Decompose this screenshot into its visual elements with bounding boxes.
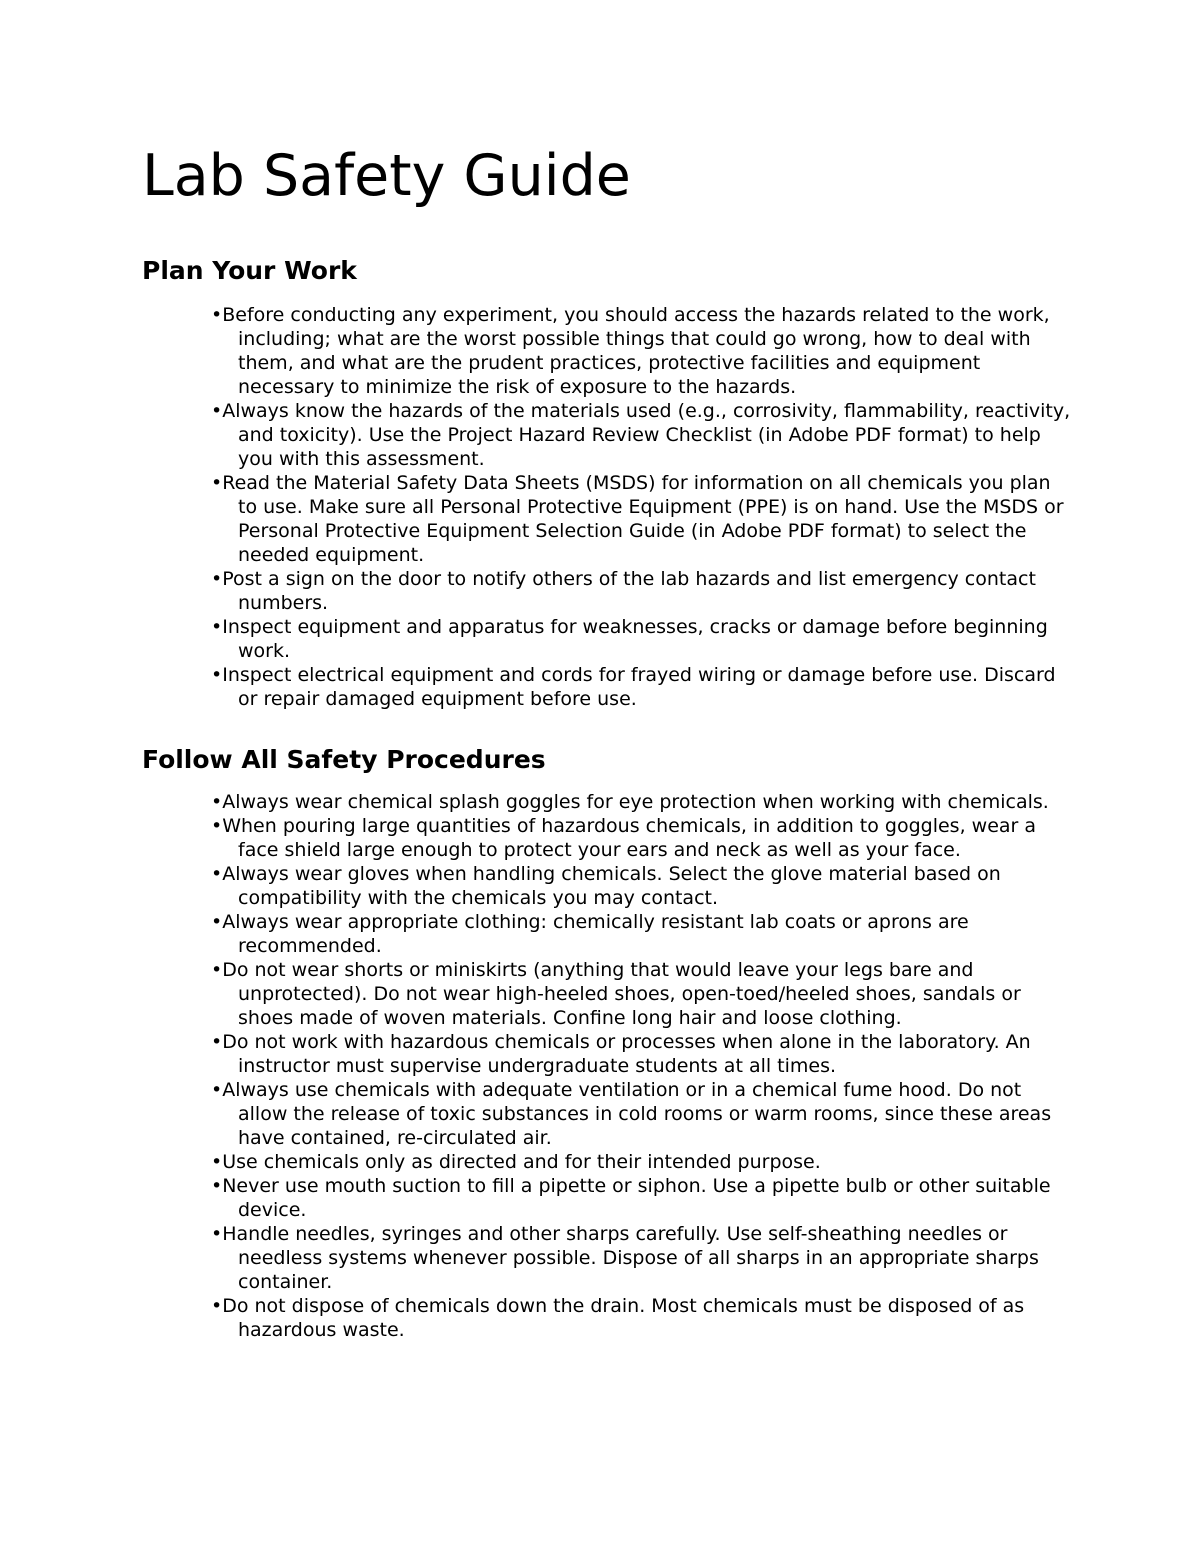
- bullet-icon: •: [211, 616, 223, 638]
- list-item: [142, 1078, 1072, 1150]
- list-item: [142, 303, 1072, 399]
- list-item-text: Always wear chemical splash goggles for eye protection when working with chemicals.: [222, 791, 1049, 813]
- bullet-icon: •: [211, 472, 223, 494]
- bullet-icon: •: [211, 959, 223, 981]
- list-item: [142, 1294, 1072, 1342]
- bullet-icon: •: [211, 1295, 223, 1317]
- list-item-text: Always know the hazards of the materials used (e.g., corrosivity, flammability, reactivity, and toxicity). Use the Project Hazard Review Checklist (in Adobe PDF format) to help you with this assessment.: [222, 400, 1071, 470]
- bullet-icon: •: [211, 400, 223, 422]
- list-item-text: Read the Material Safety Data Sheets (MSDS) for information on all chemicals you plan to use. Make sure all Personal Protective Equipment (PPE) is on hand. Use the MSDS or Personal Protective Equipment Selection Guide (in Adobe PDF format) to select the needed equipment.: [222, 472, 1064, 566]
- bullet-icon: •: [211, 1079, 223, 1101]
- bullet-icon: •: [211, 1151, 223, 1173]
- list-item: [142, 790, 1072, 814]
- list-item-text: Before conducting any experiment, you should access the hazards related to the work, including; what are the worst possible things that could go wrong, how to deal with them, and what are the prudent practices, protective facilities and equipment necessary to minimize the risk of exposure to the hazards.: [222, 304, 1050, 398]
- list-item: [142, 471, 1072, 567]
- list-item: [142, 958, 1072, 1030]
- plan-your-work-list: [142, 303, 1072, 711]
- list-item-text: Always wear appropriate clothing: chemically resistant lab coats or aprons are recommended.: [222, 911, 969, 957]
- list-item: [142, 399, 1072, 471]
- list-item: [142, 615, 1072, 663]
- follow-safety-procedures-list: [142, 790, 1072, 1342]
- list-item: [142, 663, 1072, 711]
- bullet-icon: •: [211, 791, 223, 813]
- bullet-icon: •: [211, 304, 223, 326]
- bullet-icon: •: [211, 863, 223, 885]
- list-item-text: Inspect equipment and apparatus for weaknesses, cracks or damage before beginning work.: [222, 616, 1048, 662]
- document-title: Lab Safety Guide: [142, 143, 631, 209]
- bullet-icon: •: [211, 664, 223, 686]
- list-item-text: Post a sign on the door to notify others of the lab hazards and list emergency contact numbers.: [222, 568, 1036, 614]
- list-item: [142, 814, 1072, 862]
- list-item-text: Do not work with hazardous chemicals or processes when alone in the laboratory. An instructor must supervise undergraduate students at all times.: [222, 1031, 1031, 1077]
- list-item: [142, 910, 1072, 958]
- list-item-text: Never use mouth suction to fill a pipette or siphon. Use a pipette bulb or other suitable device.: [222, 1175, 1051, 1221]
- bullet-icon: •: [211, 815, 223, 837]
- list-item-text: Inspect electrical equipment and cords for frayed wiring or damage before use. Discard or repair damaged equipment before use.: [222, 664, 1056, 710]
- section-heading-follow-safety-procedures: Follow All Safety Procedures: [142, 745, 546, 774]
- list-item: [142, 1174, 1072, 1222]
- list-item: [142, 1150, 1072, 1174]
- list-item-text: Handle needles, syringes and other sharps carefully. Use self-sheathing needles or needless systems whenever possible. Dispose of all sharps in an appropriate sharps container.: [222, 1223, 1039, 1293]
- list-item: [142, 862, 1072, 910]
- list-item-text: Do not dispose of chemicals down the drain. Most chemicals must be disposed of as hazardous waste.: [222, 1295, 1025, 1341]
- bullet-icon: •: [211, 911, 223, 933]
- list-item: [142, 567, 1072, 615]
- list-item: [142, 1030, 1072, 1078]
- list-item-text: When pouring large quantities of hazardous chemicals, in addition to goggles, wear a face shield large enough to protect your ears and neck as well as your face.: [222, 815, 1037, 861]
- list-item-text: Always use chemicals with adequate ventilation or in a chemical fume hood. Do not allow the release of toxic substances in cold rooms or warm rooms, since these areas have contained, re-circulated air.: [222, 1079, 1052, 1149]
- list-item: [142, 1222, 1072, 1294]
- list-item-text: Always wear gloves when handling chemicals. Select the glove material based on compatibility with the chemicals you may contact.: [222, 863, 1001, 909]
- bullet-icon: •: [211, 1175, 223, 1197]
- section-heading-plan-your-work: Plan Your Work: [142, 256, 357, 285]
- bullet-icon: •: [211, 1223, 223, 1245]
- bullet-icon: •: [211, 568, 223, 590]
- list-item-text: Use chemicals only as directed and for their intended purpose.: [222, 1151, 821, 1173]
- bullet-icon: •: [211, 1031, 223, 1053]
- list-item-text: Do not wear shorts or miniskirts (anything that would leave your legs bare and unprotected). Do not wear high-heeled shoes, open-toed/heeled shoes, sandals or shoes made of woven materials. Confine long hair and loose clothing.: [222, 959, 1021, 1029]
